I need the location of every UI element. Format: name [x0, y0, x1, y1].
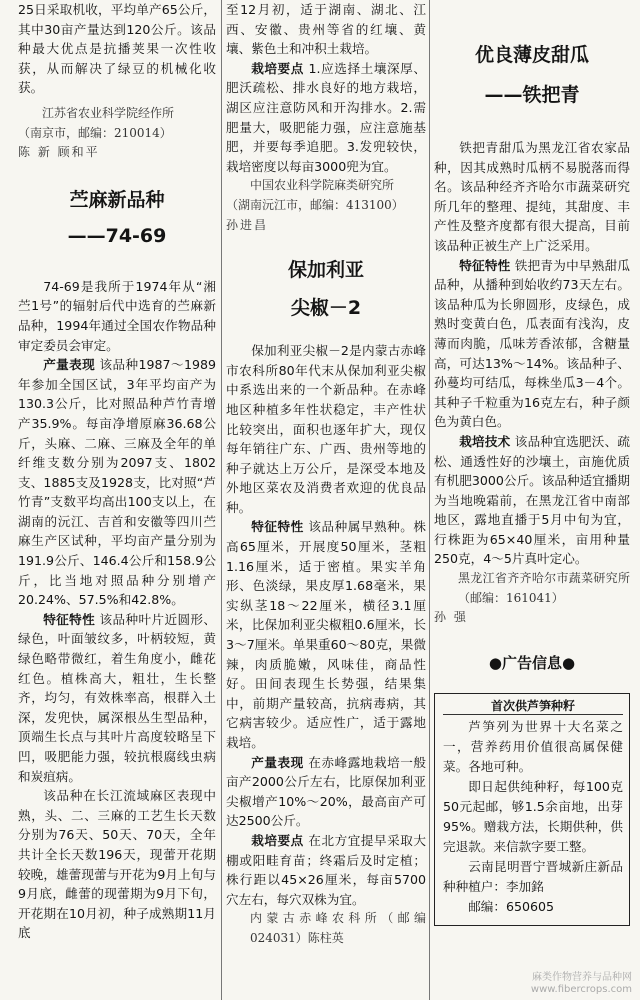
paragraph: [434, 256, 630, 432]
paragraph: 至12月初，适于湖南、湖北、江西、安徽、贵州等省的红壤、黄壤、紫色土和冲积土栽培。: [226, 2, 426, 57]
section-keyword: 特征特性: [251, 519, 304, 535]
paragraph-text: 该品种叶片近圆形、绿色，叶面皱纹多，叶柄较短，黄绿色略带微红，着生角度小，雌花红色。植株高大，粗壮，生长整齐，均匀，有效株率高，根群入土深，发兜快，属深根丛生型品种，顶端生长点与其叶片高度较略呈下凹，吸肥能力强，较抗根腐线虫病和炭疽病。: [18, 611, 216, 784]
article-subtitle: 尖椒－2: [290, 297, 362, 320]
article-subtitle: ——74-69: [67, 224, 167, 247]
ad-paragraph: 芦笋列为世界十大名菜之一，营养药用价值很高属保健菜。各地可种。: [443, 719, 623, 775]
section-keyword: 栽培要点: [251, 60, 304, 76]
advertisement-box: [434, 693, 630, 926]
paragraph: [226, 59, 426, 177]
paragraph: [226, 517, 426, 752]
paragraph: 保加利亚尖椒－2是内蒙古赤峰市农科所80年代末从保加利亚尖椒中系选出来的一个新品种。在赤峰地区种植多年性状稳定，丰产性状比较突出，面积也逐年扩大，现仅每年销往广东、广西、贵州等地的种子就达上万公斤，是深受本地及外地区菜农及消费者欢迎的优良品种。: [226, 343, 426, 515]
paragraph: 铁把青甜瓜为黑龙江省农家品种，因其成熟时瓜柄不易脱落而得名。该品种经齐齐哈尔市蔬菜研究所几年的整理、提纯，其甜度、丰产性及整齐度都有很大提高，目前该品种正被生产上广泛采用。: [434, 140, 630, 253]
section-keyword: 栽培技术: [459, 433, 511, 449]
watermark-line: 麻类作物营养与品种网: [532, 972, 632, 983]
paragraph: 74-69是我所于1974年从“湘苎1号”的辐射后代中选育的苎麻新品种，1994年通过全国农作物品种审定委员会审定。: [18, 278, 216, 353]
source-address: （南京市，邮编：210014）: [18, 125, 172, 140]
paragraph: [226, 831, 426, 909]
author: 孙进昌: [226, 217, 269, 232]
column-divider: [221, 0, 222, 1000]
article-title: 优良薄皮甜瓜: [474, 44, 589, 66]
section-keyword: 产量表现: [251, 754, 304, 770]
paragraph: [18, 610, 216, 786]
paragraph-text: 在赤峰露地栽培一般亩产2000公斤左右，比原保加利亚尖椒增产10%～20%，最高亩产可达2500公斤。: [226, 754, 427, 829]
ad-paragraph: 云南昆明晋宁晋城新庄新品种种植户：李加銘: [443, 859, 623, 895]
ad-paragraph: 邮编：650605: [468, 899, 555, 915]
source-address: （湖南沅江市，邮编：413100）: [226, 197, 404, 212]
source-affiliation: 中国农业科学院麻类研究所: [250, 178, 395, 193]
author: 孙 强: [434, 610, 468, 625]
ad-paragraph: 即日起供纯种籽，每100克50元起邮，够1.5余亩地，出芽95%。赠栽方法，长期供种，供完退款。来信款字要工整。: [443, 779, 623, 855]
source-affiliation: 江苏省农业科学院经作所: [42, 105, 175, 120]
source-affiliation: 黑龙江省齐齐哈尔市蔬菜研究所（邮编：161041）: [458, 571, 630, 605]
paragraph: [226, 753, 426, 831]
paragraph: [434, 432, 630, 569]
paragraph: [18, 355, 216, 610]
paragraph-text: 1.应选择土壤深厚、肥沃疏松、排水良好的地方栽培，湖区应注意防风和开沟排水。2.需肥量大，吸肥能力强，应注意施基肥，并要每季追肥。3.发兜较快，栽培密度以每亩3000兜为宜。: [226, 60, 426, 174]
watermark: [531, 972, 632, 996]
source-affiliation: 内蒙古赤峰农科所（邮编024031）陈柱英: [250, 911, 426, 945]
column-3: [434, 0, 630, 926]
section-keyword: 栽培要点: [251, 832, 304, 848]
paragraph-text: 铁把青为中早熟甜瓜品种，从播种到始收约73天左右。该品种瓜为长卵圆形，皮绿色，成熟时变黄白色，瓜表面有浅沟，皮薄而肉脆，瓜味芳香浓郁，含糖量高，可达13%～14%。该品种子、孙蔓均可结瓜，每株坐瓜3－4个。其种子千粒重为16克左右，种子颜色为黄白色。: [434, 257, 631, 430]
section-keyword: 特征特性: [459, 257, 511, 273]
article-title: 苎麻新品种: [69, 188, 165, 211]
article-title: 保加利亚: [287, 259, 364, 282]
paragraph: 该品种在长江流域麻区表现中熟，头、二、三麻的工艺生长天数分别为76天、50天、70天，全年共计全长天数196天，现蕾开花期较晚，雄蕾现蕾与开花为9月上旬与9月底，雌蕾的现蕾期为9月下旬，开花期在10月初，种子成熟期11月底: [18, 788, 216, 941]
column-divider: [429, 0, 430, 1000]
watermark-url: www.fibercrops.com: [530, 984, 632, 995]
column-1: [18, 0, 216, 943]
section-keyword: 特征特性: [43, 611, 96, 627]
column-2: [226, 0, 426, 949]
paragraph-text: 该品种宜选肥沃、疏松、通透性好的沙壤土，亩施优质有机肥3000公斤。该品种适宜播期为当地晚霜前，在黑龙江省中南部地区，露地直播于5月中旬为宜，行株距为65×40厘米，亩用种量250克，4～5片真叶定心。: [434, 433, 631, 567]
ad-title: 首次供芦笋种籽: [443, 698, 623, 715]
author: 陈 新 顾和平: [18, 145, 100, 160]
article-subtitle: ——铁把青: [484, 84, 580, 106]
ad-section-heading: ●广告信息●: [488, 653, 576, 672]
paragraph-text: 该品种属早熟种。株高65厘米，开展度50厘米，茎粗1.16厘米，适于密植。果实羊角形、色淡绿，果皮厚1.68毫米，果实纵茎18～22厘米，横径3.1厘米，比保加利亚尖椒粗0.6厘米，长3～7厘米。单果重60～80克，果微辣，肉质脆嫩，风味佳，商品性好。田间表现生长势强，结果集中，前期产量较高，抗病毒病，其它病害较少。适应性广，适于露地栽培。: [226, 519, 427, 750]
paragraph-text: 该品种1987～1989年参加全国区试，3年平均亩产为130.3公斤，比对照品种芦竹青增产35.9%。每亩净增原麻36.68公斤，头麻、二麻、三麻及全年的单纤维支数分别为2097支、1802支、1885支及1928支，比对照“芦竹青”支数平均高出100支以上，在湖南的沅江、吉首和安徽等四川苎麻生产区试种，平均亩产量分别为191.9公斤、146.4公斤和158.9公斤，比当地对照品种分别增产20.24%、57.5%和42.8%。: [18, 357, 216, 608]
section-keyword: 产量表现: [43, 357, 96, 373]
paragraph: 25日采取机收，平均单产65公斤，其中30亩产量达到120公斤。该品种最大优点是抗播荚果一次性收获，从而解决了绿豆的机械化收获。: [18, 2, 216, 96]
paragraph-text: 在北方宜提早采取大棚或阳畦育苗；终霜后及时定植；株行距以45×26厘米，每亩5700穴左右，每穴双株为宜。: [226, 832, 427, 907]
